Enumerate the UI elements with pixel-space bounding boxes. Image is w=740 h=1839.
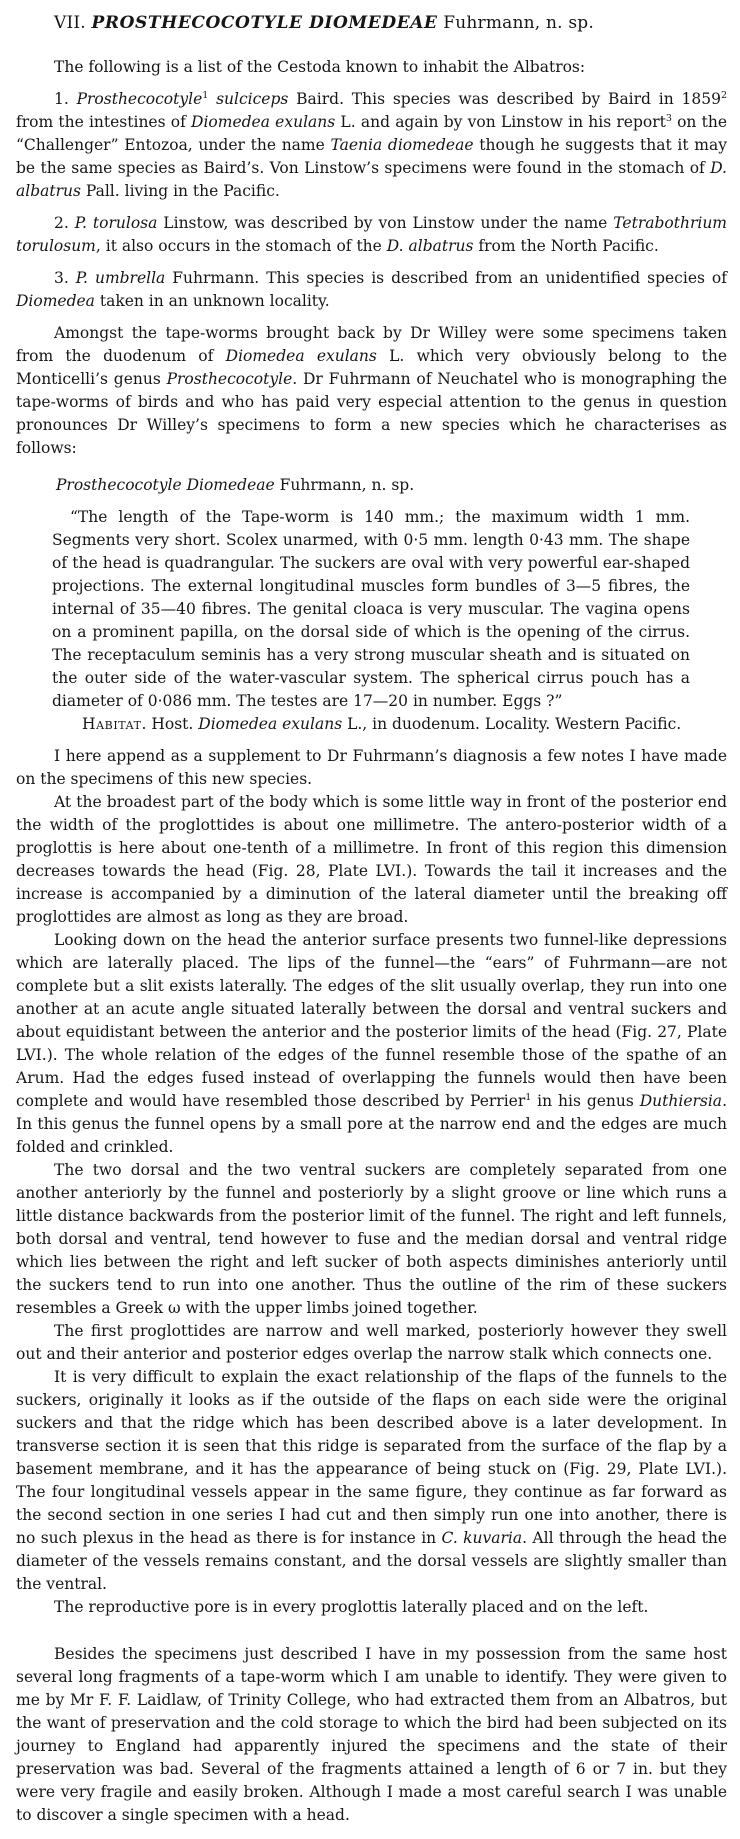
text-run: Diomedea exulans <box>198 715 343 733</box>
paragraph <box>16 267 727 313</box>
habitat-line <box>52 713 690 736</box>
document-content <box>16 10 727 1827</box>
paragraph <box>16 745 727 791</box>
text-run: Prosthecocotyle <box>166 370 293 388</box>
document-body <box>16 56 727 1827</box>
text-run: Linstow, was described by von Linstow under the name <box>157 214 614 232</box>
paragraph <box>16 791 727 929</box>
text-run: P. umbrella <box>75 269 166 287</box>
text-run: Fuhrmann, n. sp. <box>274 476 415 494</box>
species-heading <box>56 474 727 497</box>
text-run: Habitat <box>82 715 142 733</box>
text-run: Fuhrmann. This species is described from an unidentified species of <box>165 269 727 287</box>
text-run: The two dorsal and the two ventral suckers are completely separated from one another anteriorly by the funnel and posteriorly by a slight groove or line which runs a little distance backwards from the posterior limit of the funnel. The right and left funnels, both dorsal and ventral, tend however to fuse and the median dorsal and ventral ridge which lies between the right and left sucker of both aspects diminishes anteriorly until the suckers tend to run into one another. Thus the outline of the rim of these suckers resembles a Greek ω with the upper limbs joined together. <box>16 1161 727 1317</box>
text-run: . All through the head the diameter of the vessels remains constant, and the dorsal vessels are slightly smaller than the ventral. <box>16 1529 727 1593</box>
text-run: I here append as a supplement to Dr Fuhrmann’s diagnosis a few notes I have made on the specimens of this new species. <box>16 747 727 788</box>
text-run: It is very difficult to explain the exact relationship of the flaps of the funnels to the suckers, originally it looks as if the outside of the flaps on each side were the original suckers and that the ridge which has been described above is a later development. In transverse section it is seen that this ridge is separated from the surface of the flap by a basement membrane, and it has the appearance of being stuck on (Fig. 29, Plate LVI.). The four longitudinal vessels appear in the same figure, they continue as far forward as the second section in one series I had cut and then simply run one into another, there is no such plexus in the head as there is for instance in <box>16 1368 727 1547</box>
text-run: “The length of the Tape-worm is 140 mm.; the maximum width 1 mm. Segments very short. Scolex unarmed, with 0·5 mm. length 0·43 mm. The shape of the head is quadrangular. The suckers are oval with very powerful ear-shaped projections. The external longitudinal muscles form bundles of 3—5 fibres, the internal of 35—40 fibres. The genital cloaca is very muscular. The vagina opens on a prominent papilla, on the dorsal side of which is the opening of the cirrus. The receptaculum seminis has a very strong muscular sheath and is situated on the outer side of the water-vascular system. The spherical cirrus pouch has a diameter of 0·086 mm. The testes are 17—20 in number. Eggs ?” <box>52 508 690 710</box>
paragraph <box>16 929 727 1159</box>
text-run: P. torulosa <box>74 214 158 232</box>
text-run: Pall. living in the Pacific. <box>80 182 280 200</box>
text-run: L. and again by von Linstow in his report <box>335 113 666 131</box>
text-run: Prosthecocotyle <box>76 90 203 108</box>
text-run: L. which very obviously belong to the Monticelli’s genus <box>16 347 727 388</box>
text-run: The following is a list of the Cestoda known to inhabit the Albatros: <box>54 58 586 76</box>
text-run: Baird. This species was described by Baird in 1859 <box>288 90 721 108</box>
text-run: in his genus <box>531 1092 640 1110</box>
text-run: 1. <box>54 90 77 108</box>
text-run: . In this genus the funnel opens by a small pore at the narrow end and the edges are much folded and crinkled. <box>16 1092 727 1156</box>
text-run: The reproductive pore is in every proglottis laterally placed and on the left. <box>54 1598 649 1616</box>
text-run <box>208 90 216 108</box>
text-run: from the intestines of <box>16 113 192 131</box>
text-run: Diomedea exulans <box>191 113 336 131</box>
paragraph <box>16 1159 727 1320</box>
text-run: . Host. <box>141 715 199 733</box>
text-run: from the North Pacific. <box>473 237 659 255</box>
paragraph <box>16 322 727 460</box>
text-run: though he suggests that it may be the same species as Baird’s. Von Linstow’s specimens were found in the stomach of <box>16 136 727 177</box>
text-run: , it also occurs in the stomach of the <box>95 237 387 255</box>
paragraph <box>16 1366 727 1596</box>
text-run: D. albatrus <box>386 237 474 255</box>
paragraph <box>16 1643 727 1827</box>
text-run: D. albatrus <box>16 159 727 200</box>
footnote-marker: 1 <box>525 1091 532 1103</box>
text-run: Tetrabothrium torulosum <box>16 214 727 255</box>
paragraph <box>16 212 727 258</box>
text-run: Fuhrmann, n. sp. <box>437 13 594 33</box>
text-run: PROSTHECOCOTYLE DIOMEDEAE <box>91 13 438 33</box>
text-run: sulciceps <box>216 90 289 108</box>
page-title <box>16 10 727 36</box>
text-run: At the broadest part of the body which is some little way in front of the posterior end the width of the proglottides is about one millimetre. The antero-posterior width of a proglottis is here about one-tenth of a millimetre. In front of this region this dimension decreases towards the head (Fig. 28, Plate LVI.). Towards the tail it increases and the increase is accompanied by a diminution of the lateral diameter until the breaking off proglottides are almost as long as they are broad. <box>16 793 727 926</box>
text-run: The first proglottides are narrow and well marked, posteriorly however they swell out and their anterior and posterior edges overlap the narrow stalk which connects one. <box>16 1322 727 1363</box>
text-run: C. kuvaria <box>441 1529 523 1547</box>
text-run: on the “Challenger” Entozoa, under the name <box>16 113 727 154</box>
text-run: 3. <box>54 269 76 287</box>
footnote-marker: 3 <box>665 112 672 124</box>
paragraph <box>16 1320 727 1366</box>
text-run: 2. <box>54 214 75 232</box>
text-run: Diomedea exulans <box>225 347 377 365</box>
paragraph <box>16 1596 727 1619</box>
text-run: Amongst the tape-worms brought back by Dr Willey were some specimens taken from the duodenum of <box>16 324 727 365</box>
text-run: L., in duodenum. Locality. Western Pacific. <box>342 715 682 733</box>
text-run: Looking down on the head the anterior surface presents two funnel-like depressions which are laterally placed. The lips of the funnel—the “ears” of Fuhrmann—are not complete but a slit exists laterally. The edges of the slit usually overlap, they run into one another at an acute angle situated laterally between the dorsal and ventral suckers and about equidistant between the anterior and the posterior limits of the head (Fig. 27, Plate LVI.). The whole relation of the edges of the funnel resemble those of the spathe of an Arum. Had the edges fused instead of overlapping the funnels would then have been complete and would have resembled those described by Perrier <box>16 931 727 1110</box>
text-run: VII. <box>54 13 92 33</box>
diagnosis-quote <box>52 506 690 713</box>
text-run: Besides the specimens just described I have in my possession from the same host several long fragments of a tape-worm which I am unable to identify. They were given to me by Mr F. F. Laidlaw, of Trinity College, who had extracted them from an Albatros, but the want of preservation and the cold storage to which the bird had been subjected on its journey to England had apparently injured the specimens and the state of their preservation was bad. Several of the fragments attained a length of 6 or 7 in. but they were very fragile and easily broken. Although I made a most careful search I was unable to discover a single specimen with a head. <box>16 1645 727 1824</box>
text-run: Diomedea <box>16 292 95 310</box>
paragraph <box>16 88 727 203</box>
footnote-marker: 2 <box>720 89 727 101</box>
text-run: Duthiersia <box>639 1092 723 1110</box>
text-run: . Dr Fuhrmann of Neuchatel who is monographing the tape-worms of birds and who has paid very especial attention to the genus in question pronounces Dr Willey’s specimens to form a new species which he characterises as follows: <box>16 370 727 457</box>
text-run: taken in an unknown locality. <box>94 292 330 310</box>
footnote-marker: 1 <box>202 89 209 101</box>
text-run: Prosthecocotyle Diomedeae <box>56 476 275 494</box>
text-run: Taenia diomedeae <box>330 136 474 154</box>
paragraph <box>16 56 727 79</box>
